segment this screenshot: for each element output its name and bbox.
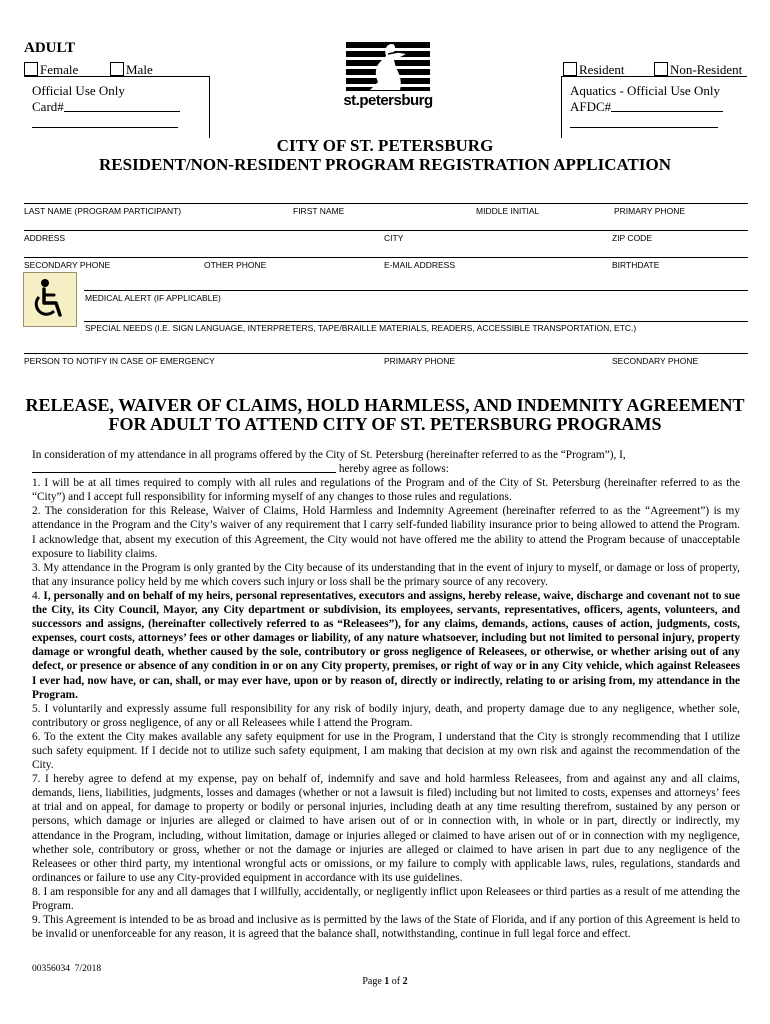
waiver-clause-3: 3. My attendance in the Program is only granted by the City because of its understanding that in the event of injury to myself, or damage or loss of property, that any insurance policy held by me which covers such injury or loss shall be the primary source of any recovery. (32, 561, 740, 588)
waiver-subtitle: FOR ADULT TO ATTEND CITY OF ST. PETERSBURG PROGRAMS (108, 414, 662, 434)
page-label: Page (362, 976, 382, 987)
official-use-box (24, 76, 210, 138)
waiver-clause-2: 2. The consideration for this Release, Waiver of Claims, Hold Harmless and Indemnity Agreement (hereinafter referred to as the “Agreement”) is my attendance in the Program and the City’s waiver of any requirement that I carry self-funded liability insurance prior to being allowed to attend the Program. I acknowledge that, absent my execution of this Agreement, the City would not have offered me the ability to attend the Program because of unacceptable exposure to liability claims. (32, 505, 740, 560)
medical-alert-label: MEDICAL ALERT (IF APPLICABLE) (85, 293, 221, 303)
accessibility-icon (23, 272, 77, 327)
emergency-primary-label: PRIMARY PHONE (384, 356, 456, 366)
waiver-clause-8: 8. I am responsible for any and all damages that I willfully, accidentally, or negligently inflict upon Releasees or third parties as a result of me attending the Program. (32, 885, 740, 912)
address-field[interactable] (24, 257, 748, 258)
wheelchair-icon (24, 273, 76, 326)
middle-initial-label: MIDDLE INITIAL (476, 206, 540, 216)
waiver-clause-4: I, personally and on behalf of my heirs, personal representatives, executors and assigns, hereby release, waive, discharge and covenant not to sue the City, its City Council, Mayor, any City department or subdivision, its employees, servants, representatives, officers, agents, volunteers, and successors and assigns, (hereinafter collectively referred to as “Releasees”), for any claims, demands, actions, causes of action, judgments, costs, expenses, court costs, attorneys’ fees or other damages or liability, of any nature whatsoever, including but not limited to personal injury, property damage or wrongful death, whether caused by the sole, contributory or gross negligence of Releasees, or otherwise, or whether arising out of any defect, or presence or absence of any condition in or on any City property, premises, or right of way or in any City vehicle, which against Releasees I ever had, now have, or can, shall, or may ever have, upon or by reason of, directly or indirectly, relating to or arising from, my attendance in the Program. (32, 589, 740, 701)
logo-wordmark: st.petersburg (343, 92, 433, 109)
waiver-intro: In consideration of my attendance in all programs offered by the City of St. Petersburg (hereinafter referred to as the “Program”), I, (32, 449, 626, 461)
page-current: 1 (384, 976, 390, 987)
city-logo (340, 40, 436, 112)
last-name-field[interactable] (24, 230, 748, 231)
page-of: of (391, 976, 401, 987)
last-name-label: LAST NAME (PROGRAM PARTICIPANT) (24, 206, 182, 216)
female-checkbox[interactable] (24, 62, 38, 76)
card-label: Card# (32, 99, 64, 114)
emergency-secondary-label: SECONDARY PHONE (612, 356, 699, 366)
afdc-field[interactable] (611, 99, 723, 112)
first-name-label: FIRST NAME (293, 206, 345, 216)
waiver-title: RELEASE, WAIVER OF CLAIMS, HOLD HARMLESS, AND INDEMNITY AGREEMENT (25, 395, 745, 415)
waiver-clause-4-number: 4. (32, 589, 41, 602)
waiver-clause-5: 5. I voluntarily and expressly assume full responsibility for any risk of bodily injury, death, and property damage due to any negligence, whether sole, contributory or gross negligence, of any or all Releasees while I attend the Program. (32, 702, 740, 729)
female-label: Female (40, 62, 79, 77)
form-type-heading: ADULT (24, 40, 76, 56)
city-label: CITY (384, 233, 404, 243)
card-field[interactable] (64, 99, 180, 112)
page-title: CITY OF ST. PETERSBURG (276, 136, 494, 155)
email-label: E-MAIL ADDRESS (384, 260, 456, 270)
other-phone-label: OTHER PHONE (204, 260, 267, 270)
medical-alert-field[interactable] (84, 290, 748, 291)
participant-name-field[interactable] (32, 462, 336, 473)
waiver-body (32, 448, 740, 941)
card-field-2[interactable] (32, 115, 178, 128)
aquatics-box (561, 76, 747, 138)
special-needs-label: SPECIAL NEEDS (I.E. SIGN LANGUAGE, INTERPRETERS, TAPE/BRAILLE MATERIALS, READERS, ACCESSIBLE TRANSPORTATION, ETC.) (85, 323, 637, 333)
secondary-phone-label: SECONDARY PHONE (24, 260, 111, 270)
waiver-clause-1: 1. I will be at all times required to comply with all rules and regulations of the Program and of the City of St. Petersburg (hereinafter referred to as the “City”) and I accept full responsibility for informing myself of any changes to those rules and regulations. (32, 477, 740, 504)
male-label: Male (126, 62, 153, 77)
official-use-label: Official Use Only (32, 83, 125, 98)
birthdate-label: BIRTHDATE (612, 260, 660, 270)
waiver-intro-2: hereby agree as follows: (338, 463, 449, 476)
nonresident-label: Non-Resident (670, 62, 743, 77)
waiver-clause-7: 7. I hereby agree to defend at my expense, pay on behalf of, indemnify and save and hold harmless Releasees, from and against any and all claims, demands, liens, liabilities, judgments, losses and damages (whether or not a lawsuit is filed) including but not limited to costs, expenses and attorneys’ fees at trial and on appeal, for damage to property or bodily or personal injuries, including death at any time resulting therefrom, sustained by any person or persons, which damage or injuries are alleged or claimed to have arisen out of or in connection with, in whole or in part, directly or indirectly, my attendance in the Program, including, without limitation, damage or injuries alleged or claimed to have arisen out of or in connection with my negligence, whether sole, contributory or gross, whether or not the damage or injuries are alleged or claimed to have arisen in part due to any negligence of the Releasees or other third party, my intentional wrongful acts or omissions, or my failure to comply with applicable laws, rules, regulations, standards and ordinances or failure to use any City-provided equipment in accordance with its use guidelines. (32, 773, 740, 884)
resident-checkbox[interactable] (563, 62, 577, 76)
waiver-clause-6: 6. To the extent the City makes available any safety equipment for use in the Program, I understand that the City is strongly recommending that I utilize such safety equipment. If I decide not to utilize such safety equipment, I am making that decision at my own risk and against the recommendation of the City. (32, 730, 740, 772)
page-total: 2 (402, 976, 408, 987)
form-code (32, 964, 101, 974)
nonresident-checkbox[interactable] (654, 62, 668, 76)
page-subtitle: RESIDENT/NON-RESIDENT PROGRAM REGISTRATION APPLICATION (99, 155, 671, 174)
special-needs-field[interactable] (84, 321, 748, 322)
afdc-label: AFDC# (570, 99, 612, 114)
page-number (0, 976, 770, 987)
male-checkbox[interactable] (110, 62, 124, 76)
resident-label: Resident (579, 62, 625, 77)
emergency-label: PERSON TO NOTIFY IN CASE OF EMERGENCY (24, 356, 215, 366)
afdc-field-2[interactable] (570, 115, 718, 128)
form-date: 7/2018 (74, 964, 102, 974)
address-label: ADDRESS (24, 233, 66, 243)
form-number: 00356034 (32, 964, 70, 974)
waiver-clause-9: 9. This Agreement is intended to be as broad and inclusive as is permitted by the laws of the State of Florida, and if any portion of this Agreement is held to be invalid or unenforceable for any reason, it is agreed that the balance shall, notwithstanding, continue in full legal force and effect. (32, 914, 740, 941)
aquatics-label: Aquatics - Official Use Only (570, 83, 720, 98)
divider (24, 203, 748, 204)
zip-label: ZIP CODE (612, 233, 652, 243)
emergency-field[interactable] (24, 353, 748, 354)
primary-phone-label: PRIMARY PHONE (614, 206, 686, 216)
